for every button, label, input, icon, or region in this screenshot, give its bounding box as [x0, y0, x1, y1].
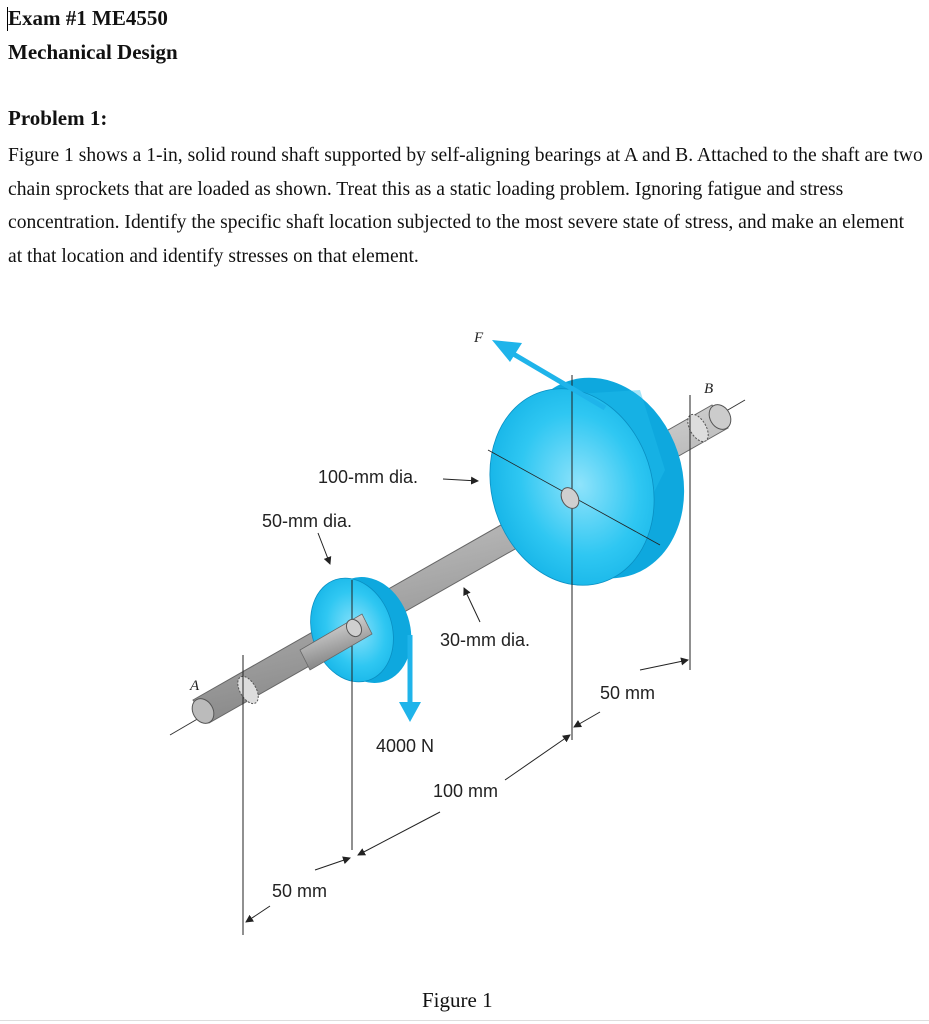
shaft-figure	[0, 300, 929, 1000]
bearing-a-label: A	[190, 678, 200, 694]
exam-title: Exam #1 ME4550	[8, 6, 168, 30]
figure-caption: Figure 1	[422, 988, 493, 1012]
problem-heading: Problem 1:	[8, 106, 108, 130]
bearing-b-label: B	[704, 381, 714, 397]
problem-statement: Figure 1 shows a 1-in, solid round shaft supported by self-aligning bearings at A and B. Attached to the shaft are two chain sprockets that are loaded as shown. Treat this as a static loading problem. Ignoring fatigue and stress concentration. Identify the specific shaft location subjected to the most severe state of stress, and make an element at that location and identify stresses on that element.	[8, 145, 923, 268]
small-dia-label: 50-mm dia.	[262, 511, 353, 531]
force-f-label: F	[474, 330, 484, 346]
dim-middle-label: 100 mm	[433, 781, 499, 801]
course-title: Mechanical Design	[8, 40, 178, 64]
large-dia-label: 100-mm dia.	[318, 467, 419, 487]
load-label: 4000 N	[376, 736, 435, 756]
dim-right-label: 50 mm	[600, 683, 656, 703]
bottom-rule	[0, 1020, 929, 1021]
dim-left-label: 50 mm	[272, 881, 328, 901]
shaft-dia-label: 30-mm dia.	[440, 630, 531, 650]
